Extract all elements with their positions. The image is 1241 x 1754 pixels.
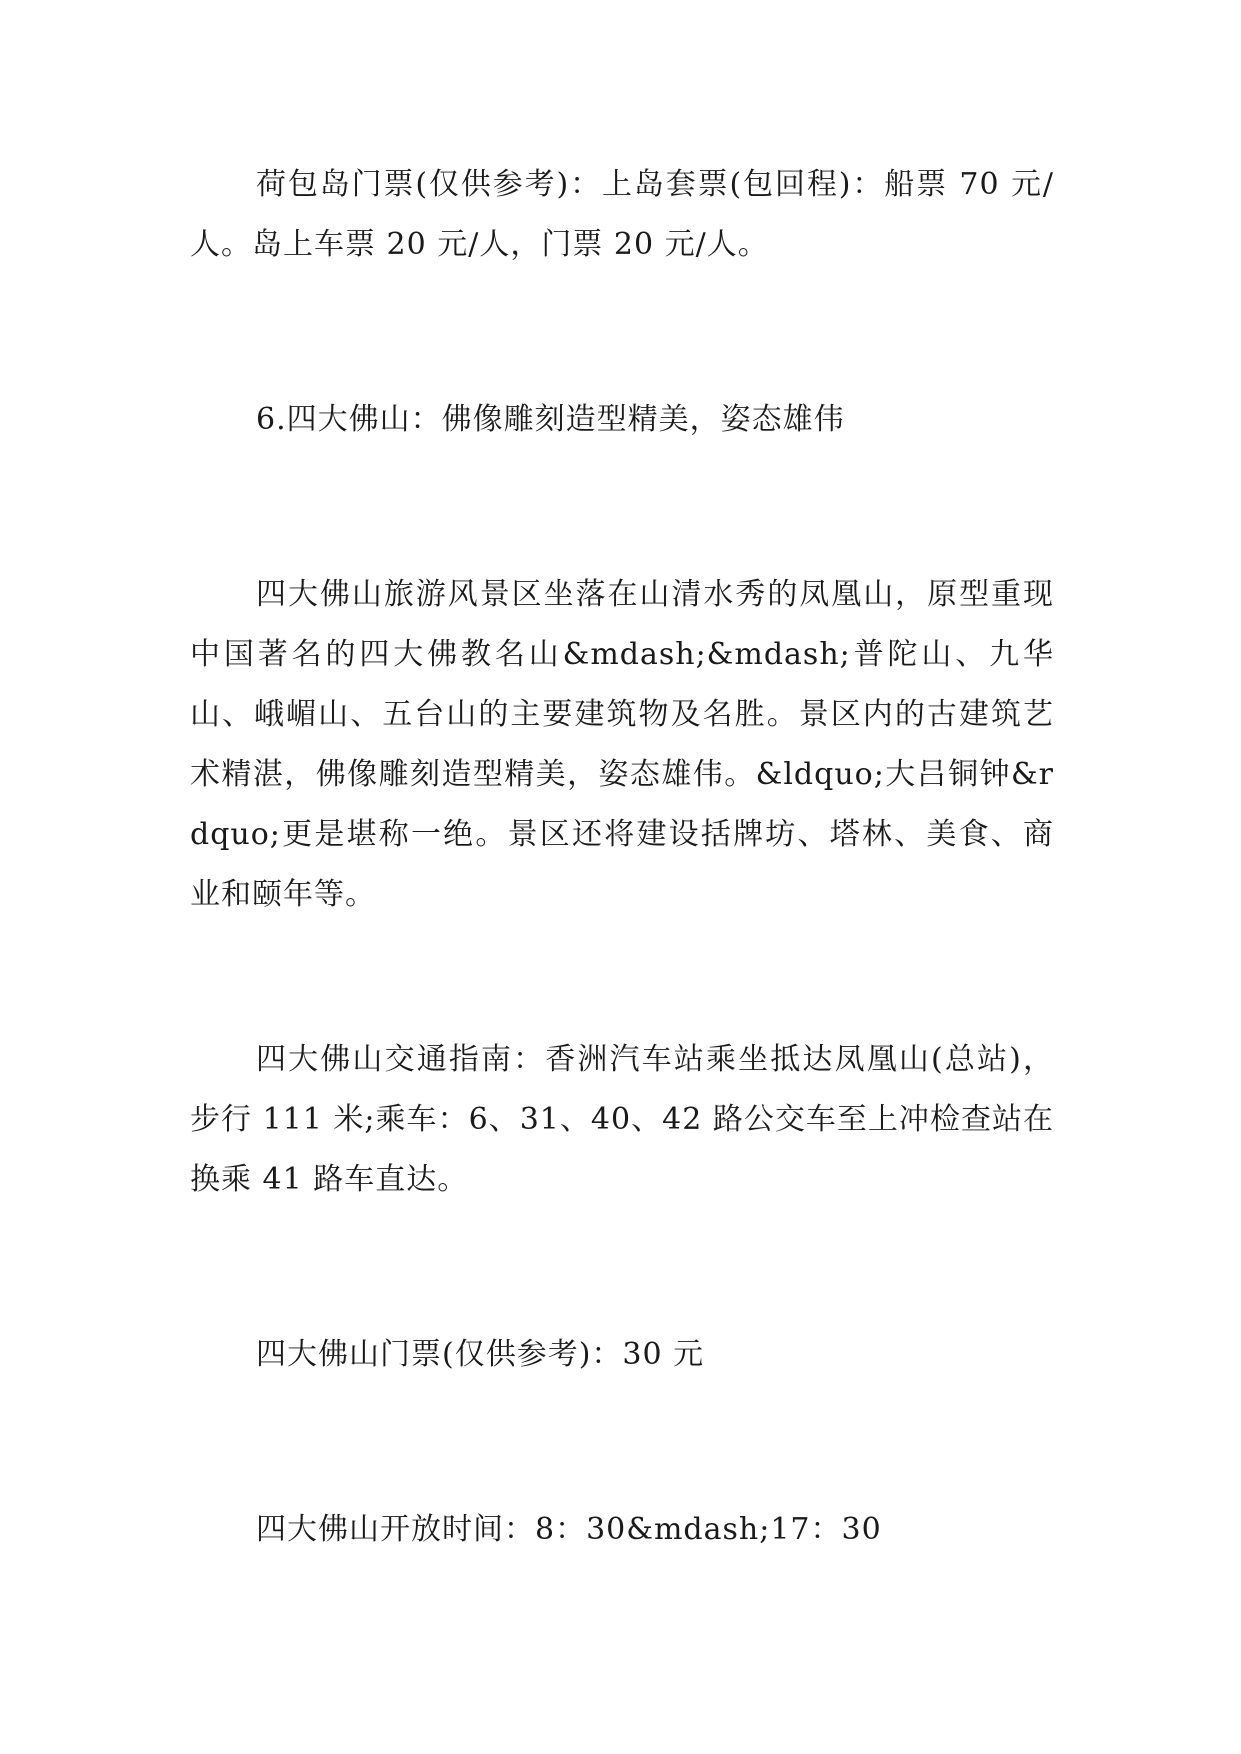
paragraph-transport-guide: 四大佛山交通指南：香洲汽车站乘坐抵达凤凰山(总站)，步行 111 米;乘车：6、31、40、42 路公交车至上冲检查站在换乘 41 路车直达。 — [190, 1042, 1054, 1197]
paragraph-hebao-island-tickets: 荷包岛门票(仅供参考)：上岛套票(包回程)：船票 70 元/人。岛上车票 20 元/人，门票 20 元/人。 — [190, 167, 1054, 262]
section-heading-four-buddha-mountains: 6.四大佛山：佛像雕刻造型精美，姿态雄伟 — [256, 402, 845, 437]
paragraph-scenic-area-description: 四大佛山旅游风景区坐落在山清水秀的凤凰山，原型重现中国著名的四大佛教名山&mdash;&mdash;普陀山、九华山、峨嵋山、五台山的主要建筑物及名胜。景区内的古建筑艺术精湛，佛像雕刻造型精美，姿态雄伟。&ldquo;大吕铜钟&rdquo;更是堪称一绝。景区还将建设括牌坊、塔林、美食、商业和颐年等。 — [190, 577, 1054, 912]
paragraph-ticket-price: 四大佛山门票(仅供参考)：30 元 — [256, 1337, 705, 1372]
paragraph-opening-hours: 四大佛山开放时间：8：30&mdash;17：30 — [256, 1512, 882, 1547]
